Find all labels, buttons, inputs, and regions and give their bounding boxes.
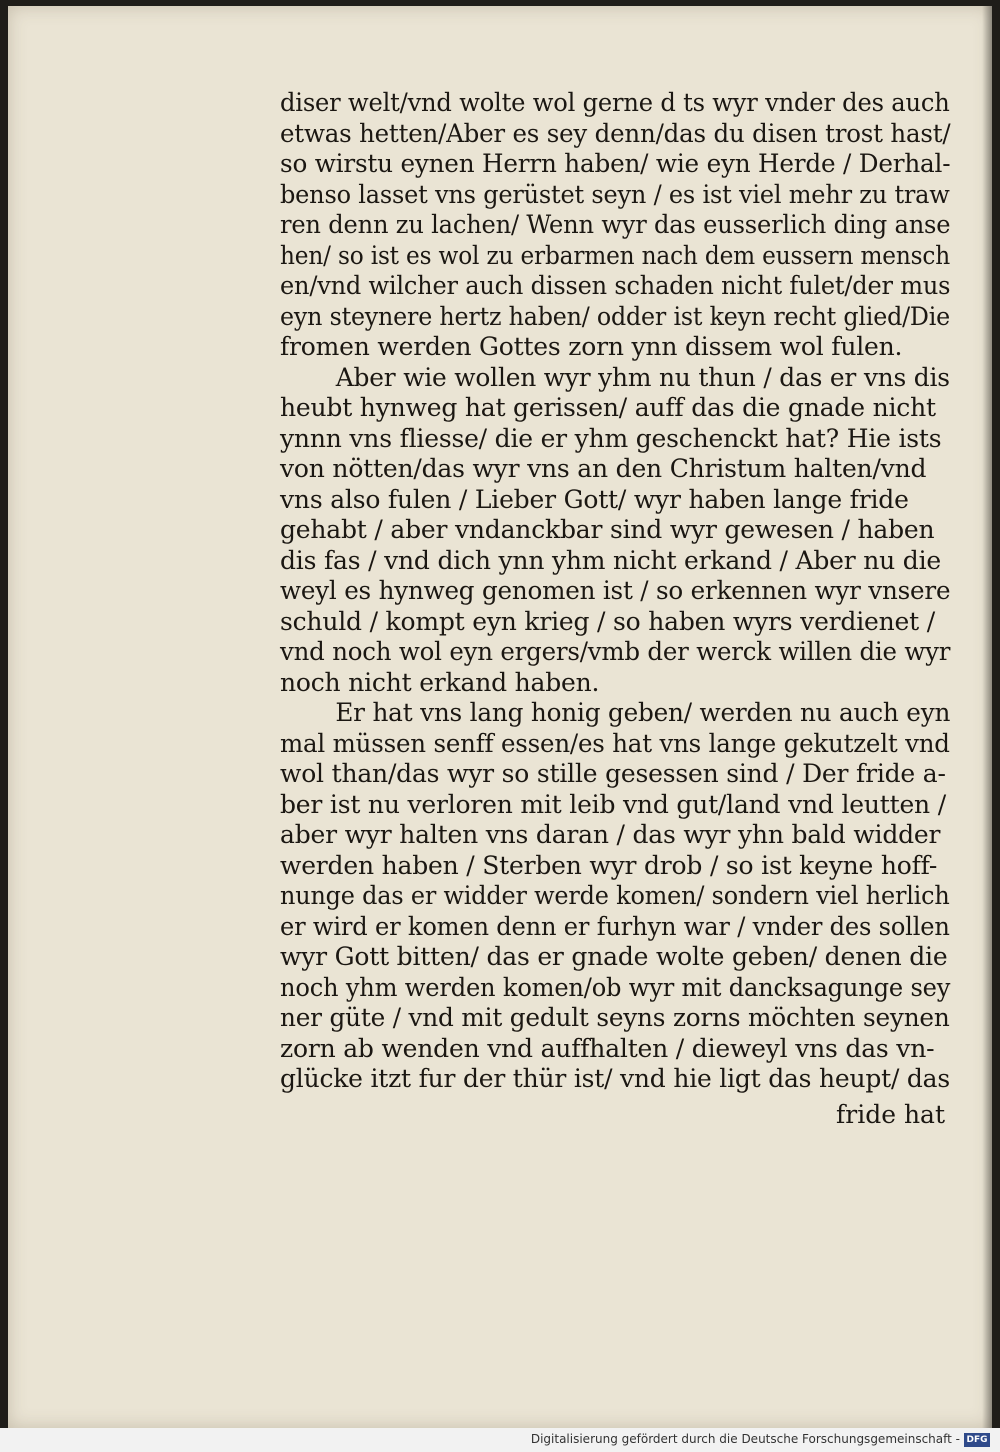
text-line: Er hat vns lang honig geben/ werden nu auch eyn	[335, 698, 951, 727]
text-line: wol than/das wyr so stille gesessen sind / Der fride a-	[280, 759, 946, 788]
text-line: eyn steynere hertz haben/ odder ist keyn recht glied/Die	[280, 301, 951, 331]
text-line: nunge das er widder werde komen/ sondern viel herlich	[280, 881, 950, 910]
text-line: von nötten/das wyr vns an den Christum halten/vnd	[280, 454, 927, 483]
text-line: aber wyr halten vns daran / das wyr yhn bald widder	[280, 820, 941, 849]
text-line: werden haben / Sterben wyr drob / so ist keyne hoff-	[280, 850, 938, 880]
text-line: dis fas / vnd dich ynn yhm nicht erkand / Aber nu die	[280, 545, 941, 575]
text-line: gehabt / aber vndanckbar sind wyr gewesen / haben	[280, 515, 935, 544]
text-line: zorn ab wenden vnd auffhalten / dieweyl vns das vn-	[280, 1033, 935, 1063]
text-line: ren denn zu lachen/ Wenn wyr das eusserlich ding anse	[280, 210, 951, 239]
text-line: mal müssen senff essen/es hat vns lange gekutzelt vnd	[280, 728, 950, 758]
text-line: vns also fulen / Lieber Gott/ wyr haben lange fride	[280, 484, 909, 514]
document-page	[8, 6, 992, 1428]
text-line: hen/ so ist es wol zu erbarmen nach dem eussern mensch	[280, 240, 950, 270]
text-line: Aber wie wollen wyr yhm nu thun / das er vns dis	[335, 362, 950, 392]
text-line: ner güte / vnd mit gedult seyns zorns möchten seynen	[280, 1003, 950, 1032]
text-line: fromen werden Gottes zorn ynn dissem wol fulen.	[280, 332, 903, 361]
text-line: diser welt/vnd wolte wol gerne d ts wyr vnder des auch	[280, 88, 950, 117]
text-line: schuld / kompt eyn krieg / so haben wyrs verdienet /	[280, 606, 935, 636]
text-line: etwas hetten/Aber es sey denn/das du disen trost hast/	[280, 118, 951, 148]
text-line: noch nicht erkand haben.	[280, 667, 600, 697]
text-line: ynnn vns fliesse/ die er yhm geschenckt hat? Hie ists	[280, 423, 942, 453]
text-line: er wird er komen denn er furhyn war / vnder des sollen	[280, 911, 950, 941]
text-line: en/vnd wilcher auch dissen schaden nicht fulet/der mus	[280, 271, 951, 300]
text-line: heubt hynweg hat gerissen/ auff das die gnade nicht	[280, 393, 936, 422]
footer-bar	[0, 1428, 1000, 1452]
catchword: fride hat	[836, 1100, 945, 1129]
dfg-logo-icon: DFG	[964, 1433, 990, 1447]
text-line: benso lasset vns gerüstet seyn / es ist viel mehr zu traw	[280, 179, 950, 209]
text-line: weyl es hynweg genomen ist / so erkennen wyr vnsere	[280, 576, 951, 605]
text-line: noch yhm werden komen/ob wyr mit dancksagunge sey	[280, 972, 951, 1002]
body-text	[280, 88, 950, 1095]
text-line: ber ist nu verloren mit leib vnd gut/land vnd leutten /	[280, 789, 946, 819]
text-line: wyr Gott bitten/ das er gnade wolte geben/ denen die	[280, 942, 948, 971]
text-line: glücke itzt fur der thür ist/ vnd hie ligt das heupt/ das	[280, 1064, 950, 1093]
footer-credit: Digitalisierung gefördert durch die Deutsche Forschungsgemeinschaft -	[530, 1432, 960, 1446]
text-line: vnd noch wol eyn ergers/vmb der werck willen die wyr	[280, 637, 951, 666]
text-line: so wirstu eynen Herrn haben/ wie eyn Herde / Derhal-	[280, 149, 951, 178]
